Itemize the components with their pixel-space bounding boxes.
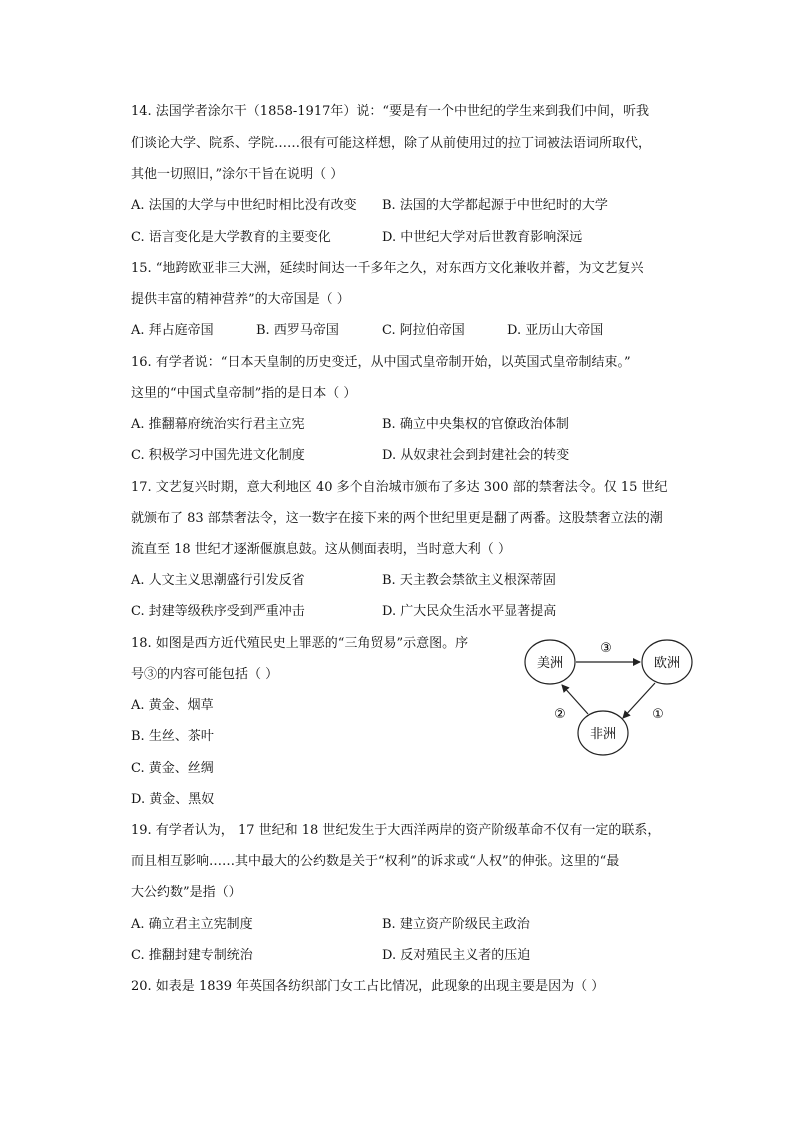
q18-option-d: D. 黄金、黑奴 — [131, 792, 215, 807]
q18-option-c: C. 黄金、丝绸 — [131, 761, 214, 776]
arrow-africa-to-america — [562, 685, 588, 714]
q16-stem-line-2: 这里的“中国式皇帝制”指的是日本（ ） — [131, 386, 357, 401]
q15-stem-line-2: 提供丰富的精神营养”的大帝国是（ ） — [131, 292, 350, 307]
q16-option-c: C. 积极学习中国先进文化制度 — [131, 448, 305, 463]
q15-option-c: C. 阿拉伯帝国 — [382, 323, 465, 338]
q19-stem-line-2: 而且相互影响……其中最大的公约数是关于“权利”的诉求或“人权”的伸张。这里的“最 — [131, 854, 620, 869]
america-label: 美洲 — [536, 656, 564, 671]
q16-option-a: A. 推翻幕府统治实行君主立宪 — [131, 417, 305, 432]
q17-option-d: D. 广大民众生活水平显著提高 — [382, 604, 557, 619]
q14-stem-line-1: 14. 法国学者涂尔干（1858-1917年）说：“要是有一个中世纪的学生来到我们中间，听我 — [131, 104, 650, 119]
arrow-label-3: ③ — [600, 641, 612, 656]
q17-option-a: A. 人文主义思潮盛行引发反省 — [131, 573, 305, 588]
q14-option-d: D. 中世纪大学对后世教育影响深远 — [382, 230, 583, 245]
q16-stem-line-1: 16. 有学者说：“日本天皇制的历史变迁，从中国式皇帝制开始，以英国式皇帝制结束。” — [131, 355, 631, 370]
q17-stem-line-3: 流直至 18 世纪才逐渐偃旗息鼓。这从侧面表明，当时意大利（ ） — [131, 542, 511, 557]
q17-option-b: B. 天主教会禁欲主义根深蒂固 — [382, 573, 556, 588]
q19-option-b: B. 建立资产阶级民主政治 — [382, 917, 530, 932]
q15-option-b: B. 西罗马帝国 — [256, 323, 339, 338]
q19-option-c: C. 推翻封建专制统治 — [131, 948, 253, 963]
q19-option-a: A. 确立君主立宪制度 — [131, 917, 253, 932]
africa-label: 非洲 — [589, 727, 617, 742]
arrow-label-2: ② — [554, 707, 566, 722]
q14-option-a: A. 法国的大学与中世纪时相比没有改变 — [131, 198, 357, 213]
q19-stem-line-3: 大公约数”是指（） — [131, 885, 242, 900]
europe-label: 欧洲 — [653, 656, 681, 671]
q19-option-d: D. 反对殖民主义者的压迫 — [382, 948, 531, 963]
q16-option-d: D. 从奴隶社会到封建社会的转变 — [382, 448, 570, 463]
q15-option-a: A. 拜占庭帝国 — [131, 323, 214, 338]
q15-stem-line-1: 15. “地跨欧亚非三大洲，延续时间达一千多年之久，对东西方文化兼收并蓄，为文艺复兴 — [131, 261, 644, 276]
arrow-europe-to-africa — [623, 683, 655, 718]
q14-option-c: C. 语言变化是大学教育的主要变化 — [131, 230, 331, 245]
q14-stem-line-3: 其他一切照旧，”涂尔干旨在说明（ ） — [131, 167, 344, 182]
q14-stem-line-2: 们谈论大学、院系、学院……很有可能这样想，除了从前使用过的拉丁词被法语词所取代， — [131, 136, 652, 151]
q18-option-b: B. 生丝、茶叶 — [131, 729, 214, 744]
q17-option-c: C. 封建等级秩序受到严重冲击 — [131, 604, 305, 619]
triangle-trade-diagram — [520, 630, 700, 760]
q17-stem-line-1: 17. 文艺复兴时期，意大利地区 40 多个自治城市颁布了多达 300 部的禁奢法令。仅 15 世纪 — [131, 480, 668, 495]
q18-stem-line-1: 18. 如图是西方近代殖民史上罪恶的“三角贸易”示意图。序 — [131, 636, 469, 651]
q19-stem-line-1: 19. 有学者认为， 17 世纪和 18 世纪发生于大西洋两岸的资产阶级革命不仅有一定的联系， — [131, 823, 661, 838]
q20-stem-line-1: 20. 如表是 1839 年英国各纺织部门女工占比情况，此现象的出现主要是因为（ ） — [131, 979, 605, 994]
q18-stem-line-2: 号③的内容可能包括（ ） — [131, 667, 279, 682]
q16-option-b: B. 确立中央集权的官僚政治体制 — [382, 417, 569, 432]
q17-stem-line-2: 就颁布了 83 部禁奢法令，这一数字在接下来的两个世纪里更是翻了两番。这股禁奢立法的潮 — [131, 511, 663, 526]
arrow-label-1: ① — [652, 707, 664, 722]
q18-option-a: A. 黄金、烟草 — [131, 698, 214, 713]
q14-option-b: B. 法国的大学都起源于中世纪时的大学 — [382, 198, 608, 213]
q15-option-d: D. 亚历山大帝国 — [507, 323, 604, 338]
